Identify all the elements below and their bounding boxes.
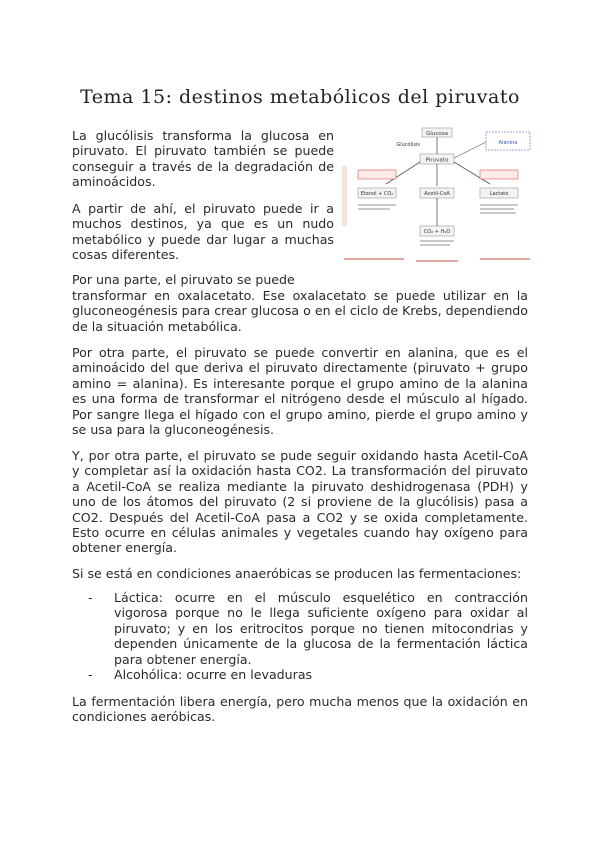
print-line (480, 208, 514, 210)
fermentation-list (72, 590, 528, 682)
paragraph-acetil-coa: Y, por otra parte, el piruvato se pude seguir oxidando hasta Acetil-CoA y completar así la oxidación hasta CO2. La transformación del piruvato a Acetil-CoA se realiza mediante la piruvato deshidrogenasa (PDH) y uno de los átomos del piruvato (2 si proviene de la glucólisis) pasa a CO2. Después del Acetil-CoA pasa a CO2 y se oxida completamente. Esto ocurre en células animales y vegetales cuando hay oxígeno para obtener energía. (72, 448, 528, 556)
page-title: Tema 15: destinos metabólicos del piruvato (80, 86, 520, 108)
right-red-box (480, 170, 518, 179)
print-line (358, 204, 396, 206)
diagram-red-print (344, 258, 530, 262)
left-red-box (358, 170, 396, 179)
etanol-label: Etanol + CO₂ (360, 191, 394, 197)
paragraph-glucolisis: La glucólisis transforma la glucosa en piruvato. El piruvato también se puede conseguir a través de la degradación de aminoácidos. (72, 128, 334, 190)
lactato-label: Lactato (489, 191, 509, 197)
print-line (420, 240, 454, 242)
print-line (420, 244, 450, 246)
print-line (358, 208, 390, 210)
left-vertical-label (342, 166, 347, 226)
paragraph-alanina: Por otra parte, el piruvato se puede convertir en alanina, que es el aminoácido del que deriva el piruvato directamente (piruvato + grupo amino = alanina). Es interesante porque el grupo amino de la alanina es una forma de transformar el nitrógeno desde el músculo al hígado. Por sangre llega el hígado con el grupo amino, pierde el grupo amino y se usa para la gluconeogénesis. (72, 345, 528, 438)
list-item: - Alcohólica: ocurre en levaduras (88, 667, 313, 683)
glucosa-label: Glucosa (426, 131, 448, 137)
paragraph-conclusion: La fermentación libera energía, pero mucha menos que la oxidación en condiciones aeróbicas. (72, 694, 528, 725)
piruvato-label: Piruvato (425, 157, 449, 164)
pyruvate-diagram (340, 126, 536, 272)
glucolisis-label: Glucólisis (396, 142, 420, 148)
print-line (480, 204, 518, 206)
alanina-label: Alanina (498, 140, 518, 146)
print-line (480, 212, 516, 214)
diagram-small-print (358, 204, 518, 246)
print-line (344, 258, 404, 260)
print-line (416, 260, 458, 262)
paragraph-fermentaciones: Si se está en condiciones anaeróbicas se producen las fermentaciones: (72, 566, 522, 581)
paragraph-oxalacetato-intro: Por una parte, el piruvato se puede (72, 272, 295, 287)
print-line (480, 258, 530, 260)
paragraph-nudo-metabolico: A partir de ahí, el piruvato puede ir a muchos destinos, ya que es un nudo metabólico y puede dar lugar a muchas cosas diferentes. (72, 201, 334, 263)
co2-label: CO₂ + H₂O (423, 229, 451, 235)
acetil-label: Acetil-CoA (424, 191, 450, 197)
arrow-alanina (454, 142, 486, 158)
pyruvate-diagram-svg (340, 126, 536, 272)
paragraph-oxalacetato: transformar en oxalacetato. Ese oxalacetato se puede utilizar en la gluconeogénesis para crear glucosa o en el ciclo de Krebs, dependiendo de la situación metabólica. (72, 288, 528, 334)
list-item: - Láctica: ocurre en el músculo esquelético en contracción vigorosa porque no le llega suficiente oxígeno para oxidar al piruvato; y en los eritrocitos porque no tienen mitocondrias y dependen únicamente de la glucosa de la fermentación láctica para obtener energía. (88, 590, 528, 667)
